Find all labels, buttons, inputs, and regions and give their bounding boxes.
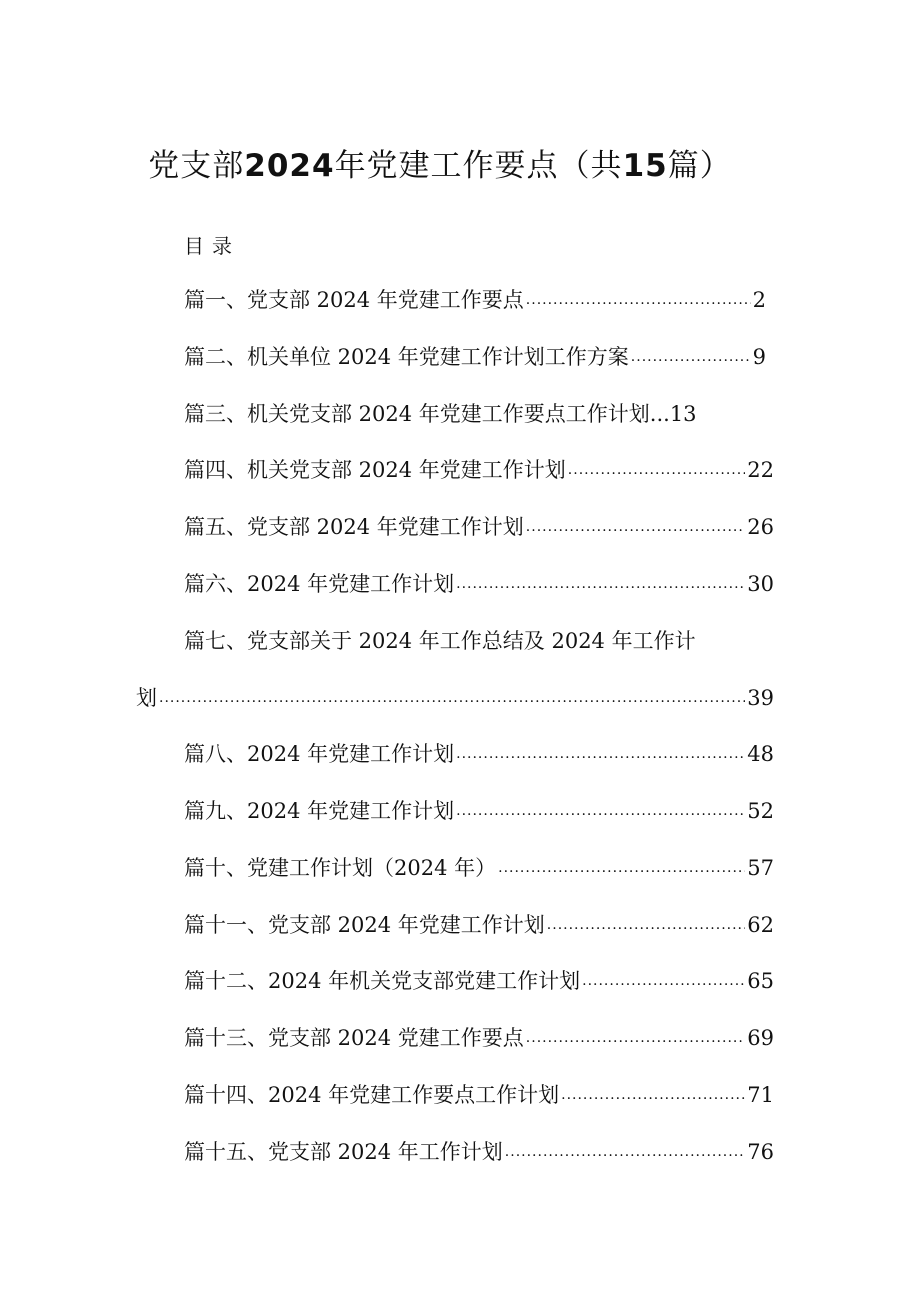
toc-entry-label: 篇十三、党支部 2024 党建工作要点 (184, 1026, 524, 1050)
toc-entry-label: 篇七、党支部关于 2024 年工作总结及 2024 年工作计 (184, 629, 696, 653)
toc-entry-page: 69 (747, 1026, 774, 1050)
title-part-a: 党支部 (148, 148, 245, 184)
toc-entry-page: 52 (747, 799, 774, 823)
toc-entry-4[interactable] (184, 455, 774, 485)
toc-entry-page: 2 (752, 288, 766, 312)
toc-entry-5[interactable] (184, 512, 774, 542)
toc-entry-label: 篇三、机关党支部 2024 年党建工作要点工作计划...13 (184, 402, 697, 426)
toc-leader-dots (582, 970, 745, 992)
title-count: 15 (622, 148, 668, 184)
toc-entry-label: 篇九、2024 年党建工作计划 (184, 799, 455, 823)
toc-leader-dots (526, 1027, 745, 1049)
toc-leader-dots (456, 800, 745, 822)
toc-entry-3[interactable] (184, 399, 766, 429)
toc-entry-7-continuation[interactable] (136, 683, 774, 713)
toc-entry-label: 篇十二、2024 年机关党支部党建工作计划 (184, 969, 581, 993)
toc-entry-label: 篇二、机关单位 2024 年党建工作计划工作方案 (184, 345, 629, 369)
toc-leader-dots (547, 914, 745, 936)
toc-leader-dots (498, 857, 745, 879)
toc-leader-dots (159, 687, 745, 709)
toc-entry-11[interactable] (184, 910, 774, 940)
title-part-c: 年党建工作要点（共 (334, 148, 623, 184)
toc-entry-15[interactable] (184, 1137, 774, 1167)
title-year: 2024 (244, 148, 335, 184)
toc-entry-label: 篇八、2024 年党建工作计划 (184, 742, 455, 766)
toc-entry-label: 篇十、党建工作计划（2024 年） (184, 856, 497, 880)
toc-leader-dots (456, 743, 745, 765)
toc-entry-label: 篇五、党支部 2024 年党建工作计划 (184, 515, 524, 539)
toc-entry-page: 76 (747, 1140, 774, 1164)
toc-entry-page: 26 (747, 515, 774, 539)
toc-leader-dots (631, 346, 751, 368)
toc-leader-dots (456, 573, 745, 595)
document-title (0, 146, 880, 186)
toc-entry-page: 9 (752, 345, 766, 369)
toc-entry-label: 篇四、机关党支部 2024 年党建工作计划 (184, 458, 566, 482)
toc-entry-label: 篇六、2024 年党建工作计划 (184, 572, 455, 596)
toc-entry-7[interactable] (184, 626, 774, 656)
toc-entry-13[interactable] (184, 1023, 774, 1053)
toc-heading: 目录 (184, 234, 240, 258)
toc-leader-dots (505, 1141, 745, 1163)
toc-entry-2[interactable] (184, 342, 766, 372)
toc-entry-label: 篇十四、2024 年党建工作要点工作计划 (184, 1083, 560, 1107)
toc-entry-label: 篇十一、党支部 2024 年党建工作计划 (184, 913, 545, 937)
toc-entry-10[interactable] (184, 853, 774, 883)
toc-entry-label-continuation: 划 (136, 686, 157, 710)
toc-entry-page: 30 (747, 572, 774, 596)
toc-entry-page: 48 (747, 742, 774, 766)
toc-entry-page: 65 (747, 969, 774, 993)
toc-entry-page: 39 (747, 686, 774, 710)
toc-entry-page: 62 (747, 913, 774, 937)
toc-entry-label: 篇一、党支部 2024 年党建工作要点 (184, 288, 524, 312)
toc-entry-1[interactable] (184, 285, 766, 315)
toc-entry-8[interactable] (184, 739, 774, 769)
toc-entry-page: 57 (747, 856, 774, 880)
toc-entry-label: 篇十五、党支部 2024 年工作计划 (184, 1140, 503, 1164)
toc-entry-12[interactable] (184, 966, 774, 996)
toc-leader-dots (526, 289, 751, 311)
toc-entry-6[interactable] (184, 569, 774, 599)
toc-leader-dots (568, 459, 745, 481)
toc-leader-dots (526, 516, 745, 538)
toc-leader-dots (561, 1084, 745, 1106)
toc-entry-page: 22 (747, 458, 774, 482)
toc-entry-page: 71 (747, 1083, 774, 1107)
toc-entry-9[interactable] (184, 796, 774, 826)
toc-entry-14[interactable] (184, 1080, 774, 1110)
title-part-e: 篇） (667, 148, 732, 184)
